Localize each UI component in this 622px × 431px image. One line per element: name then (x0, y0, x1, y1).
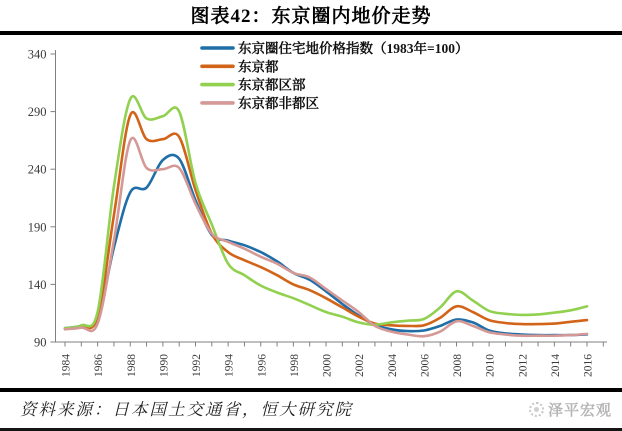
x-tick-label: 2000 (321, 354, 334, 377)
source-note: 资料来源：日本国土交通省，恒大研究院 (20, 400, 353, 419)
legend-label-3: 东京都非都区 (238, 95, 319, 111)
x-tick-label: 1998 (288, 354, 301, 377)
top-divider (0, 31, 622, 35)
y-tick-label: 340 (27, 47, 47, 62)
bottom-divider (0, 388, 622, 392)
zeping-macro-logo-text: 泽平宏观 (547, 402, 612, 419)
x-tick-label: 1994 (223, 354, 236, 377)
land-price-line-chart (0, 36, 622, 388)
series-line-3 (65, 138, 587, 336)
legend-label-1: 东京都 (238, 59, 279, 75)
y-tick-label: 190 (27, 220, 47, 235)
legend-label-0: 东京圈住宅地价格指数（1983年=100） (238, 41, 469, 56)
y-tick-label: 90 (34, 335, 47, 350)
y-tick-label: 140 (27, 277, 47, 292)
x-tick-label: 1988 (125, 354, 138, 377)
chart-title: 图表42：东京圈内地价走势 (190, 6, 432, 27)
x-tick-label: 2012 (517, 354, 530, 377)
x-tick-label: 1990 (158, 354, 171, 377)
x-tick-label: 2002 (354, 354, 367, 377)
series-line-0 (65, 155, 587, 335)
x-tick-label: 2008 (452, 354, 464, 377)
x-tick-label: 2010 (484, 354, 497, 377)
x-tick-label: 1984 (60, 354, 73, 377)
x-tick-label: 1996 (256, 354, 269, 377)
x-tick-label: 2006 (419, 354, 432, 377)
legend-label-2: 东京都区部 (238, 77, 306, 93)
x-tick-label: 1986 (93, 354, 106, 377)
x-tick-label: 2016 (582, 354, 595, 377)
zeping-macro-logo-icon (529, 402, 544, 417)
x-tick-label: 2004 (386, 354, 399, 377)
zeping-macro-logo (529, 399, 612, 420)
y-tick-label: 240 (27, 162, 47, 177)
y-tick-label: 290 (27, 105, 47, 120)
series-line-1 (65, 112, 587, 329)
x-tick-label: 1992 (191, 354, 203, 377)
x-tick-label: 2014 (549, 354, 562, 377)
